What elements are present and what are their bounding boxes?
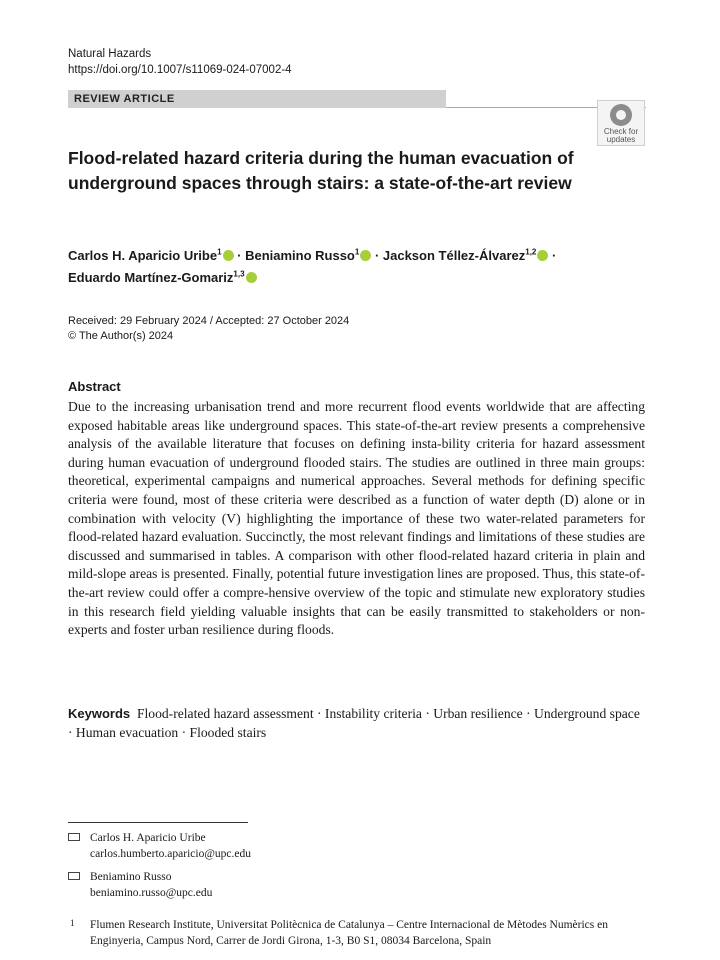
author-affiliation-mark: 1,2: [525, 247, 537, 257]
received-accepted-dates: Received: 29 February 2024 / Accepted: 27 October 2024: [68, 315, 350, 327]
check-for-updates-badge[interactable]: [597, 100, 645, 146]
check-updates-icon: [610, 104, 632, 126]
article-type-banner: REVIEW ARTICLE: [68, 90, 446, 108]
author[interactable]: Beniamino Russo$^1$: [245, 248, 371, 263]
contact-name: Beniamino Russo: [90, 871, 172, 883]
author-separator: ·: [548, 248, 557, 263]
author[interactable]: Eduardo Martínez-Gomariz$^{1,3}$: [68, 270, 257, 285]
publication-dates: [68, 314, 349, 344]
author-separator: ·: [233, 248, 246, 263]
affiliation-text: Flumen Research Institute, Universitat Politècnica de Catalunya – Centre Internacional de Mètodes Numèrics en Enginyeria, Campus Nord, Carrer de Jordi Girona, 1-3, B0 S1, 08034 Barcelona, Spain: [90, 919, 608, 947]
check-updates-line1: Check for: [603, 127, 639, 136]
contact-email[interactable]: carlos.humberto.aparicio@upc.edu: [90, 848, 251, 860]
orcid-icon[interactable]: [537, 250, 548, 261]
journal-name: Natural Hazards: [68, 48, 152, 60]
author[interactable]: Carlos H. Aparicio Uribe$^1$: [68, 248, 234, 263]
orcid-icon[interactable]: [223, 250, 234, 261]
author[interactable]: Jackson Téllez-Álvarez$^{1,2}$: [383, 248, 548, 263]
orcid-icon[interactable]: [360, 250, 371, 261]
corresponding-author-contact: [68, 869, 212, 901]
author-list: [68, 245, 628, 289]
contact-email[interactable]: beniamino.russo@upc.edu: [90, 887, 213, 899]
author-separator: ·: [371, 248, 383, 263]
check-updates-line2: updates: [606, 135, 636, 144]
affiliation-footnote: [68, 917, 645, 949]
affiliation-number: 1: [70, 918, 75, 928]
keywords-list: Flood-related hazard assessment · Instability criteria · Urban resilience · Underground space · Human evacuation · Flooded stairs: [68, 706, 640, 740]
envelope-icon: [68, 872, 80, 880]
contact-name: Carlos H. Aparicio Uribe: [90, 832, 206, 844]
author-affiliation-mark: 1,3: [233, 269, 245, 279]
orcid-icon[interactable]: [246, 272, 257, 283]
abstract-text: Due to the increasing urbanisation trend and more recurrent flood events worldwide that are affecting exposed habitable areas like underground spaces. This state-of-the-art review presents a comprehensive analysis of the available literature that focuses on defining insta-bility criteria for hazard assessment during human evacuation of underground flooded stairs. The studies are outlined in three main groups: theoretical, experimental campaigns and numerical approaches. Several methods for defining specific criteria were found, most of these criteria were described as a function of water depth (D) alone or in combination with velocity (V) highlighting the importance of these two water-related parameters for flood-related hazard evaluation. Succinctly, the most relevant findings and limitations of these studies are discussed and summarised in tables. A comparison with other flood-related hazard criteria in plain and mild-slope areas is presented. Finally, potential future investigation lines are proposed. Thus, this state-of-the-art review could offer a compre-hensive overview of the topic and stimulate new exploratory studies in this research field yielding valuable insights that can be easily transmitted to stakeholders or non-experts and foster urban resilience during floods.: [68, 399, 645, 638]
envelope-icon: [68, 833, 80, 841]
keywords-label: Keywords: [68, 706, 131, 721]
abstract-heading: Abstract: [68, 379, 121, 394]
doi-link[interactable]: https://doi.org/10.1007/s11069-024-07002-4: [68, 64, 292, 76]
corresponding-author-contact: [68, 830, 251, 862]
author-affiliation-mark: 1: [354, 247, 360, 257]
journal-header: [68, 46, 292, 78]
article-title: Flood-related hazard criteria during the human evacuation of underground spaces through stairs: a state-of-the-art review: [68, 148, 574, 193]
footnote-rule: [68, 822, 248, 823]
author-affiliation-mark: 1: [217, 247, 222, 257]
keywords: [68, 704, 645, 742]
copyright-notice: © The Author(s) 2024: [68, 330, 174, 342]
